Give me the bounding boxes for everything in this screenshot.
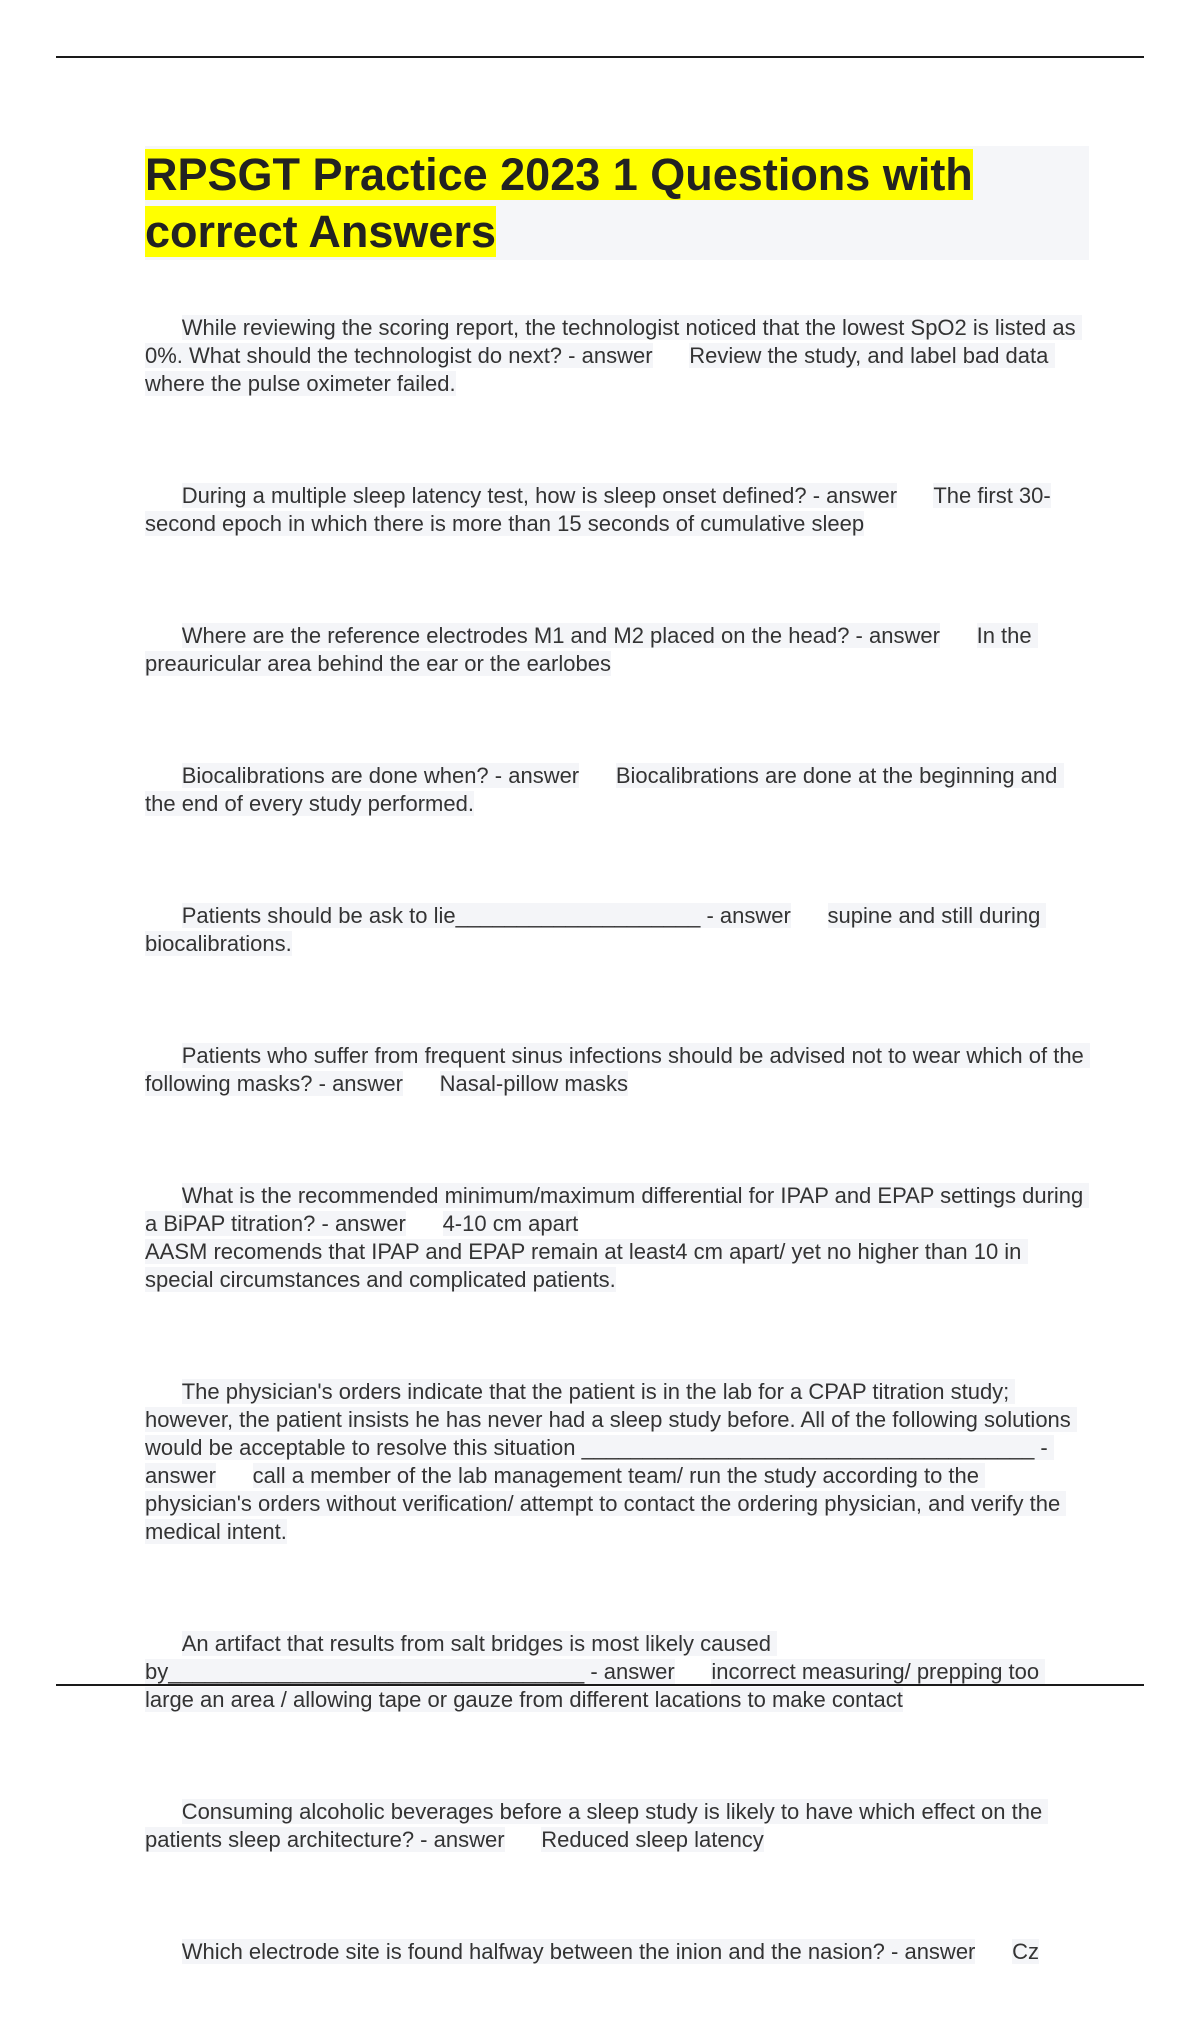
answer-text: Cz xyxy=(1012,1939,1039,1964)
qa-item xyxy=(145,1910,1089,1994)
qa-item xyxy=(145,1014,1089,1126)
question-text: Which electrode site is found halfway between the inion and the nasion? - answer xyxy=(181,1939,976,1964)
question-text: An artifact that results from salt bridges is most likely caused by__________________________________ - answer xyxy=(145,1631,778,1684)
answer-text: incorrect measuring/ prepping too large an area / allowing tape or gauze from different lacations to make contact xyxy=(145,1659,1046,1712)
qa-list xyxy=(145,286,1089,1994)
qa-item xyxy=(145,1350,1089,1574)
question-text: What is the recommended minimum/maximum differential for IPAP and EPAP settings during a BiPAP titration? - answer xyxy=(145,1183,1090,1236)
qa-item xyxy=(145,454,1089,566)
answer-text: Reduced sleep latency xyxy=(541,1827,764,1852)
page-title xyxy=(145,146,1089,260)
bottom-rule xyxy=(56,1684,1144,1686)
answer-text: Biocalibrations are done at the beginning and the end of every study performed. xyxy=(145,763,1064,816)
qa-item xyxy=(145,734,1089,846)
answer-text: In the preauricular area behind the ear or the earlobes xyxy=(145,623,1038,676)
top-rule xyxy=(56,56,1144,58)
document-body xyxy=(145,146,1089,2022)
question-text: Where are the reference electrodes M1 and M2 placed on the head? - answer xyxy=(181,623,940,648)
answer-text: 4-10 cm apart xyxy=(442,1211,579,1236)
question-text: During a multiple sleep latency test, how is sleep onset defined? - answer xyxy=(181,483,898,508)
question-text: Patients should be ask to lie____________________ - answer xyxy=(181,903,791,928)
question-text: Biocalibrations are done when? - answer xyxy=(181,763,580,788)
question-text: Consuming alcoholic beverages before a sleep study is likely to have which effect on the patients sleep architecture? - answer xyxy=(145,1799,1049,1852)
question-text: The physician's orders indicate that the patient is in the lab for a CPAP titration study; however, the patient insists he has never had a sleep study before. All of the following solutions would be acceptable to resolve this situation _____________________________________ - answer xyxy=(145,1379,1077,1488)
title-line-1: RPSGT Practice 2023 1 Questions with xyxy=(145,149,973,200)
qa-item xyxy=(145,874,1089,986)
answer-explanation: AASM recomends that IPAP and EPAP remain at least4 cm apart/ yet no higher than 10 in special circumstances and complicated patients. xyxy=(145,1239,1028,1292)
answer-text: Nasal-pillow masks xyxy=(439,1071,628,1096)
answer-text: The first 30-second epoch in which there is more than 15 seconds of cumulative sleep xyxy=(145,483,1051,536)
question-text: Patients who suffer from frequent sinus infections should be advised not to wear which of the following masks? - answer xyxy=(145,1043,1090,1096)
qa-item xyxy=(145,1770,1089,1882)
answer-text: supine and still during biocalibrations. xyxy=(145,903,1047,956)
qa-item xyxy=(145,1602,1089,1742)
qa-item xyxy=(145,594,1089,706)
answer-text: Review the study, and label bad data where the pulse oximeter failed. xyxy=(145,343,1055,396)
title-line-2: correct Answers xyxy=(145,206,496,257)
qa-item xyxy=(145,1154,1089,1322)
answer-text: call a member of the lab management team/ run the study according to the physician's orders without verification/ attempt to contact the ordering physician, and verify the medical intent. xyxy=(145,1463,1067,1544)
question-text: While reviewing the scoring report, the technologist noticed that the lowest SpO2 is listed as 0%. What should the technologist do next? - answer xyxy=(145,315,1082,368)
qa-item xyxy=(145,286,1089,426)
